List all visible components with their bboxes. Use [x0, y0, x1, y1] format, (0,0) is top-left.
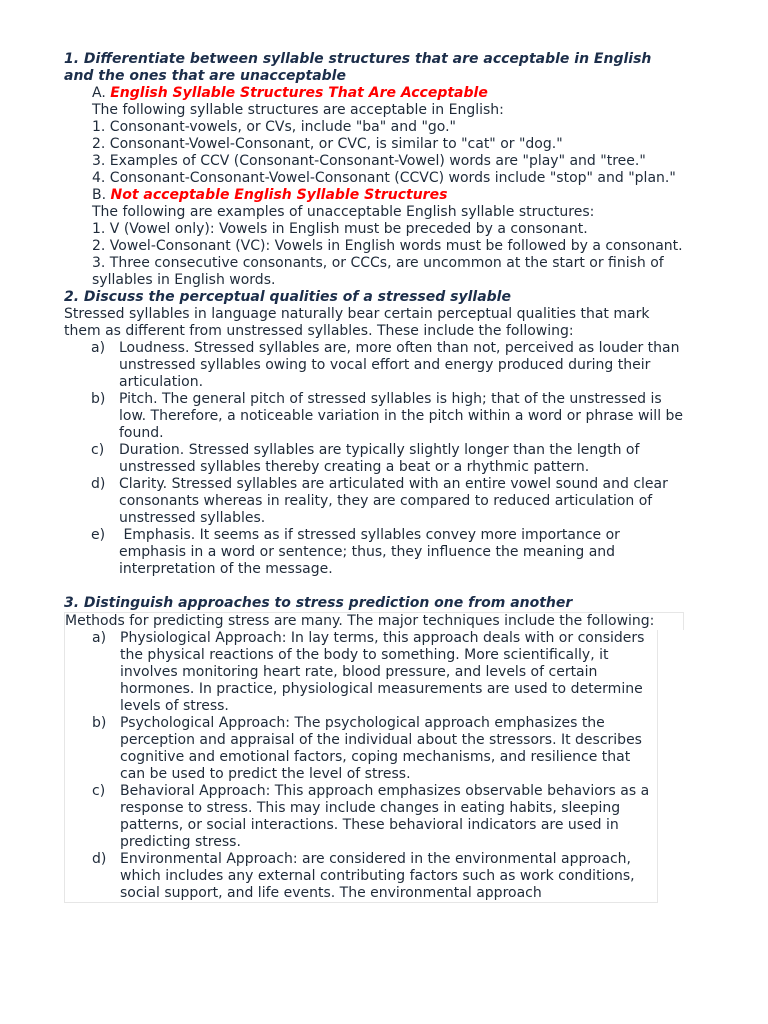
q1-heading: 1. Differentiate between syllable structures that are acceptable in English and the ones that are unacceptable — [64, 51, 652, 84]
list-item — [65, 851, 657, 902]
q3-list — [64, 630, 658, 903]
q1-part-a-item: 1. Consonant-vowels, or CVs, include "ba" and "go." — [92, 119, 456, 135]
list-item-text: Pitch. The general pitch of stressed syllables is high; that of the unstressed is low. Therefore, a noticeable variation in the pitch within a word or phrase will be found. — [119, 391, 684, 441]
q1-part-b-intro: The following are examples of unacceptable English syllable structures: — [92, 204, 595, 220]
q3-intro: Methods for predicting stress are many. The major techniques include the following: — [64, 612, 684, 630]
list-item-text: Physiological Approach: In lay terms, this approach deals with or considers the physical reactions of the body to something. More scientifically, it involves monitoring heart rate, blood pressure, and levels of certain hormones. In practice, physiological measurements are used to determine levels of stress. — [120, 630, 645, 714]
q2-list — [64, 340, 684, 578]
q1-part-a-intro: The following syllable structures are acceptable in English: — [92, 102, 504, 118]
q1-part-b-title: Not acceptable English Syllable Structures — [110, 187, 448, 203]
list-item-text: Behavioral Approach: This approach emphasizes observable behaviors as a response to stress. This may include changes in eating habits, sleeping patterns, or social interactions. These behavioral indicators are used in predicting stress. — [120, 783, 650, 850]
q1-part-a-label: A. — [92, 85, 106, 101]
list-item — [64, 340, 684, 391]
list-marker: a) — [92, 630, 107, 646]
list-marker: d) — [91, 476, 106, 492]
list-item — [65, 783, 657, 851]
list-marker: d) — [92, 851, 107, 867]
list-item — [64, 442, 684, 476]
list-marker: e) — [91, 527, 106, 543]
q1-part-a-item: 2. Consonant-Vowel-Consonant, or CVC, is similar to "cat" or "dog." — [92, 136, 563, 152]
list-marker: b) — [92, 715, 107, 731]
list-item — [64, 391, 684, 442]
q1-part-a-item: 3. Examples of CCV (Consonant-Consonant-Vowel) words are "play" and "tree." — [92, 153, 646, 169]
list-item-text: Environmental Approach: are considered in the environmental approach, which includes any external contributing factors such as work conditions, social support, and life events. The environmental approach — [120, 851, 635, 901]
list-marker: c) — [91, 442, 105, 458]
q2-heading: 2. Discuss the perceptual qualities of a stressed syllable — [64, 289, 511, 305]
q1-part-b-item: 1. V (Vowel only): Vowels in English must be preceded by a consonant. — [92, 221, 588, 237]
list-item — [65, 630, 657, 715]
list-marker: a) — [91, 340, 106, 356]
q2-intro: Stressed syllables in language naturally bear certain perceptual qualities that mark them as different from unstressed syllables. These include the following: — [64, 306, 650, 339]
list-item — [64, 527, 684, 578]
list-item-text: Emphasis. It seems as if stressed syllables convey more importance or emphasis in a word or sentence; thus, they influence the meaning and interpretation of the message. — [119, 527, 625, 577]
q1-part-b-label: B. — [92, 187, 107, 203]
list-item-text: Duration. Stressed syllables are typically slightly longer than the length of unstressed syllables thereby creating a beat or a rhythmic pattern. — [119, 442, 640, 475]
q1-part-a-item: 4. Consonant-Consonant-Vowel-Consonant (CCVC) words include "stop" and "plan." — [92, 170, 676, 186]
list-item — [64, 476, 684, 527]
q1-part-b-title-line — [64, 187, 684, 204]
document-content — [64, 51, 684, 903]
q1-part-b-item: 2. Vowel-Consonant (VC): Vowels in English words must be followed by a consonant. — [92, 238, 683, 254]
list-marker: b) — [91, 391, 106, 407]
q3-heading: 3. Distinguish approaches to stress prediction one from another — [64, 595, 573, 611]
q1-part-b-item: 3. Three consecutive consonants, or CCCs, are uncommon at the start or finish of syllables in English words. — [92, 255, 664, 288]
list-item-text: Psychological Approach: The psychological approach emphasizes the perception and appraisal of the individual about the stressors. It describes cognitive and emotional factors, coping mechanisms, and resilience that can be used to predict the level of stress. — [120, 715, 642, 782]
q1-part-a-title-line — [64, 85, 684, 102]
list-marker: c) — [92, 783, 106, 799]
q1-part-a-title: English Syllable Structures That Are Acceptable — [110, 85, 488, 101]
list-item-text: Loudness. Stressed syllables are, more often than not, perceived as louder than unstressed syllables owing to vocal effort and energy produced during their articulation. — [119, 340, 680, 390]
list-item-text: Clarity. Stressed syllables are articulated with an entire vowel sound and clear consonants whereas in reality, they are compared to reduced articulation of unstressed syllables. — [119, 476, 668, 526]
list-item — [65, 715, 657, 783]
